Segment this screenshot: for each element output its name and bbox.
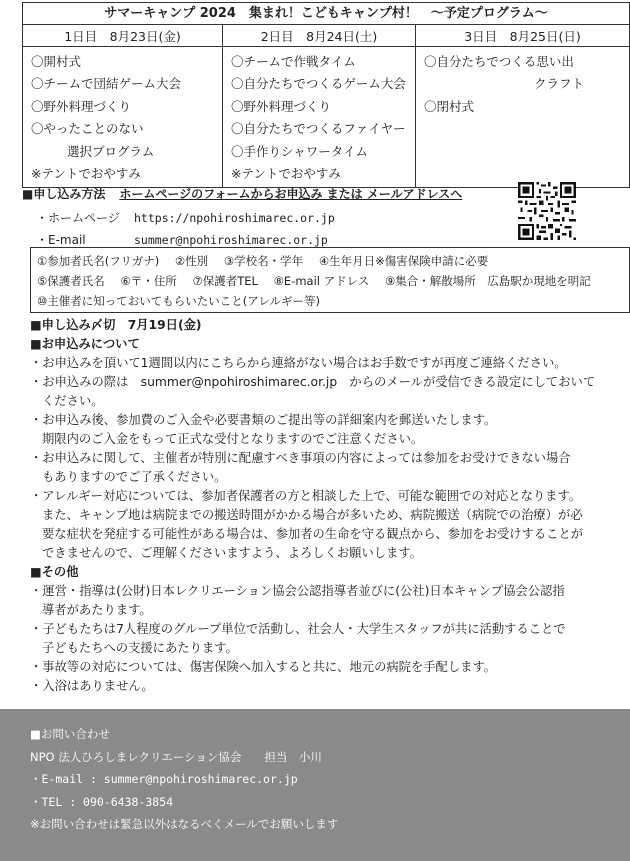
contact-tel[interactable]: ・TEL : 090-6438-3854 xyxy=(30,794,174,809)
day1-schedule xyxy=(23,47,223,188)
day1-header: 1日目 8月23日(金) xyxy=(23,25,223,47)
about-item-cont: また、キャンプ地は病院までの搬送時間がかかる場合が多いため、病院搬送（病院での治療）が必 xyxy=(42,508,583,522)
other-item: ・入浴はありません。 xyxy=(30,679,154,693)
about-item-cont: できませんので、ご理解くださいますよう、よろしくお願いします。 xyxy=(42,546,422,560)
day2-schedule xyxy=(223,47,416,188)
schedule-item: 〇チームで作戦タイム xyxy=(231,54,356,69)
schedule-item: 〇野外料理づくり xyxy=(31,98,132,114)
about-item: ・お申込みを頂いて1週間以内にこちらから連絡がない場合はお手数ですが再度ご連絡ください。 xyxy=(30,356,567,370)
required-item: ③学校名・学年 xyxy=(223,254,304,268)
other-item-cont: 子どもたちへの支援にあたります。 xyxy=(42,641,238,655)
required-item: ④生年月日※傷害保険申請に必要 xyxy=(318,254,489,268)
required-items-box xyxy=(30,247,630,313)
day3-header: 3日目 8月25日(日) xyxy=(416,25,630,47)
schedule-item: 〇手作りシャワータイム xyxy=(231,143,369,159)
schedule-item: ※テントでおやすみ xyxy=(31,166,141,182)
deadline: ■申し込み〆切 7月19日(金) xyxy=(30,318,202,332)
schedule-item: 〇野外料理づくり xyxy=(231,98,332,114)
contact-email[interactable]: ・E-mail : summer@npohiroshimarec.or.jp xyxy=(30,772,298,786)
email-link[interactable]: summer@npohiroshimarec.or.jp xyxy=(134,233,328,247)
other-heading: ■その他 xyxy=(30,565,79,579)
required-item: ①参加者氏名(フリガナ) xyxy=(37,254,160,268)
schedule-item: 選択プログラム xyxy=(67,143,155,159)
homepage-link[interactable]: https://npohiroshimarec.or.jp xyxy=(134,211,335,225)
about-item: ・アレルギー対応については、参加者保護者の方と相談した上で、可能な範囲での対応となります。 xyxy=(30,489,582,503)
about-item-cont: 要な症状を発症する可能性がある場合は、参加者の生命を守る観点から、参加をお受けすることが xyxy=(42,527,584,541)
about-item-cont: 期限内のご入金をもって正式な受付となりますのでご注意ください。 xyxy=(42,432,424,446)
schedule-item: ※テントでおやすみ xyxy=(231,166,341,182)
day3-schedule xyxy=(416,47,630,188)
about-item: ・お申込みに関して、主催者が特別に配慮すべき事項の内容によっては参加をお受けできない場合 xyxy=(30,451,571,465)
required-item: ⑨集合・解散場所 広島駅か現地を明記 xyxy=(384,274,591,288)
about-item-cont: もありますのでご了承ください。 xyxy=(42,470,227,484)
required-item: ⑦保護者TEL xyxy=(192,274,258,288)
schedule-item: 〇やったことのない xyxy=(31,121,144,137)
schedule-item: 〇開村式 xyxy=(31,54,82,69)
other-item: ・事故等の対応については、傷害保険へ加入すると共に、地元の病院を手配します。 xyxy=(30,660,497,674)
about-item-cont: ください。 xyxy=(42,394,104,408)
schedule-item: クラフト xyxy=(534,76,585,92)
other-item-cont: 導者があたります。 xyxy=(42,603,152,617)
program-title: サマーキャンプ 2024 集まれ！こどもキャンプ村！ ～予定プログラム～ xyxy=(23,3,630,25)
required-item: ⑥〒・住所 xyxy=(120,274,177,288)
schedule-item: 〇自分たちでつくる思い出 xyxy=(424,54,574,69)
day2-header: 2日目 8月24日(土) xyxy=(223,25,416,47)
other-item: ・運営・指導は(公財)日本レクリエーション協会公認指導者並びに(公社)日本キャンプ協会公認指 xyxy=(30,584,565,598)
schedule-item: 〇自分たちでつくるゲーム大会 xyxy=(231,76,406,92)
homepage-label: ・ホームページ xyxy=(36,211,120,225)
notes-section xyxy=(30,316,630,696)
about-item: ・お申込み後、参加費のご入金や必要書類のご提出等の詳細案内を郵送いたします。 xyxy=(30,413,497,427)
schedule-item: 〇閉村式 xyxy=(424,98,475,114)
other-item: ・子どもたちは7人程度のグループ単位で活動し、社会人・大学生スタッフが共に活動することで xyxy=(30,622,566,636)
apply-method-text: ホームページのフォームからお申込み または メールアドレスへ xyxy=(119,187,463,201)
required-item: ⑤保護者氏名 xyxy=(37,274,105,288)
apply-method-label: ■申し込み方法 xyxy=(22,187,106,201)
qr-code-icon xyxy=(518,182,576,240)
contact-heading: ■お問い合わせ xyxy=(30,727,110,741)
contact-footer xyxy=(0,709,630,861)
schedule-item: 〇チームで団結ゲーム大会 xyxy=(31,76,182,92)
required-item: ⑧E-mail アドレス xyxy=(273,274,370,288)
contact-org: NPO 法人ひろしまレクリエーション協会 担当 小川 xyxy=(30,749,322,764)
about-item: ・お申込みの際は summer@npohiroshimarec.or.jp からのメールが受信できる設定にしておいて xyxy=(30,375,596,389)
schedule-item: 〇自分たちでつくるファイヤー xyxy=(231,121,406,137)
required-item: ⑩主催者に知っておいてもらいたいこと(アレルギー等) xyxy=(37,294,321,308)
required-item: ②性別 xyxy=(174,254,209,268)
contact-note: ※お問い合わせは緊急以外はなるべくメールでお願いします xyxy=(30,817,339,831)
email-label: ・E-mail xyxy=(36,233,86,247)
about-heading: ■お申込みについて xyxy=(30,337,140,351)
program-table xyxy=(22,2,630,188)
